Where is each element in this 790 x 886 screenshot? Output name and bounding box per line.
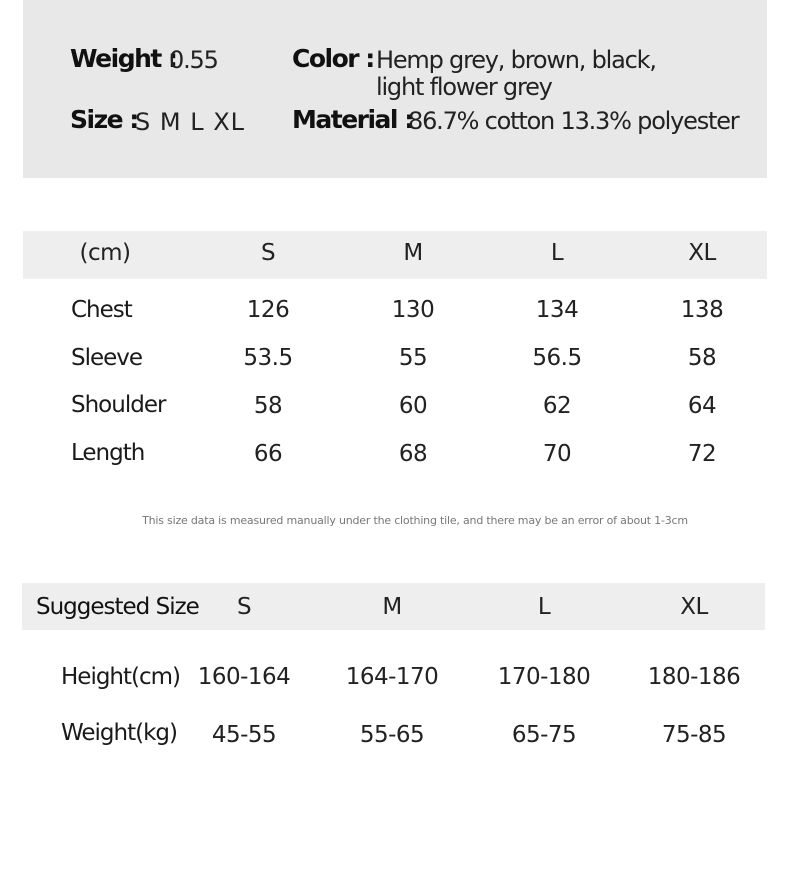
material-value: 86.7% cotton 13.3% polyester bbox=[408, 107, 739, 135]
table-cell: 160-164 bbox=[197, 664, 291, 690]
row-label-length: Length bbox=[71, 440, 145, 466]
row-label-shoulder: Shoulder bbox=[71, 392, 166, 418]
color-value-line2: light flower grey bbox=[376, 73, 552, 101]
table-cell: 138 bbox=[680, 297, 724, 323]
table-cell: 58 bbox=[253, 393, 283, 419]
weight-label: Weight : bbox=[70, 44, 177, 73]
row-label-chest: Chest bbox=[71, 297, 132, 323]
row-label-height: Height(cm) bbox=[61, 664, 181, 690]
suggested-header-m: M bbox=[382, 594, 402, 620]
size-header-l: L bbox=[550, 240, 564, 266]
table-cell: 58 bbox=[687, 345, 717, 371]
table-cell: 180-186 bbox=[647, 664, 741, 690]
material-label: Material : bbox=[292, 105, 413, 134]
row-label-weight: Weight(kg) bbox=[61, 720, 177, 746]
table-cell: 68 bbox=[398, 441, 428, 467]
unit-header: (cm) bbox=[79, 240, 131, 266]
table-cell: 60 bbox=[398, 393, 428, 419]
table-cell: 126 bbox=[246, 297, 290, 323]
size-header-s: S bbox=[260, 240, 276, 266]
table-cell: 134 bbox=[535, 297, 579, 323]
table-cell: 56.5 bbox=[532, 345, 582, 371]
size-header-xl: XL bbox=[688, 240, 716, 266]
suggested-header-l: L bbox=[537, 594, 551, 620]
table-cell: 70 bbox=[542, 441, 572, 467]
measurement-table-header bbox=[23, 231, 767, 279]
color-value-line1: Hemp grey, brown, black, bbox=[376, 46, 656, 74]
table-cell: 45-55 bbox=[211, 722, 277, 748]
size-label: Size : bbox=[70, 105, 138, 134]
size-value: S M L XL bbox=[135, 108, 246, 136]
table-cell: 53.5 bbox=[243, 345, 293, 371]
measurement-note: This size data is measured manually under the clothing tile, and there may be an error of about 1-3cm bbox=[142, 514, 688, 527]
suggested-header-xl: XL bbox=[680, 594, 708, 620]
table-cell: 130 bbox=[391, 297, 435, 323]
table-cell: 64 bbox=[687, 393, 717, 419]
table-cell: 72 bbox=[687, 441, 717, 467]
table-cell: 55 bbox=[398, 345, 428, 371]
table-cell: 55-65 bbox=[359, 722, 425, 748]
table-cell: 75-85 bbox=[661, 722, 727, 748]
weight-value: 0.55 bbox=[169, 46, 218, 74]
suggested-size-title: Suggested Size bbox=[36, 594, 199, 620]
table-cell: 62 bbox=[542, 393, 572, 419]
table-cell: 164-170 bbox=[345, 664, 439, 690]
table-cell: 66 bbox=[253, 441, 283, 467]
suggested-header-s: S bbox=[236, 594, 252, 620]
table-cell: 65-75 bbox=[511, 722, 577, 748]
row-label-sleeve: Sleeve bbox=[71, 345, 143, 371]
color-label: Color : bbox=[292, 44, 374, 73]
size-header-m: M bbox=[403, 240, 423, 266]
table-cell: 170-180 bbox=[497, 664, 591, 690]
